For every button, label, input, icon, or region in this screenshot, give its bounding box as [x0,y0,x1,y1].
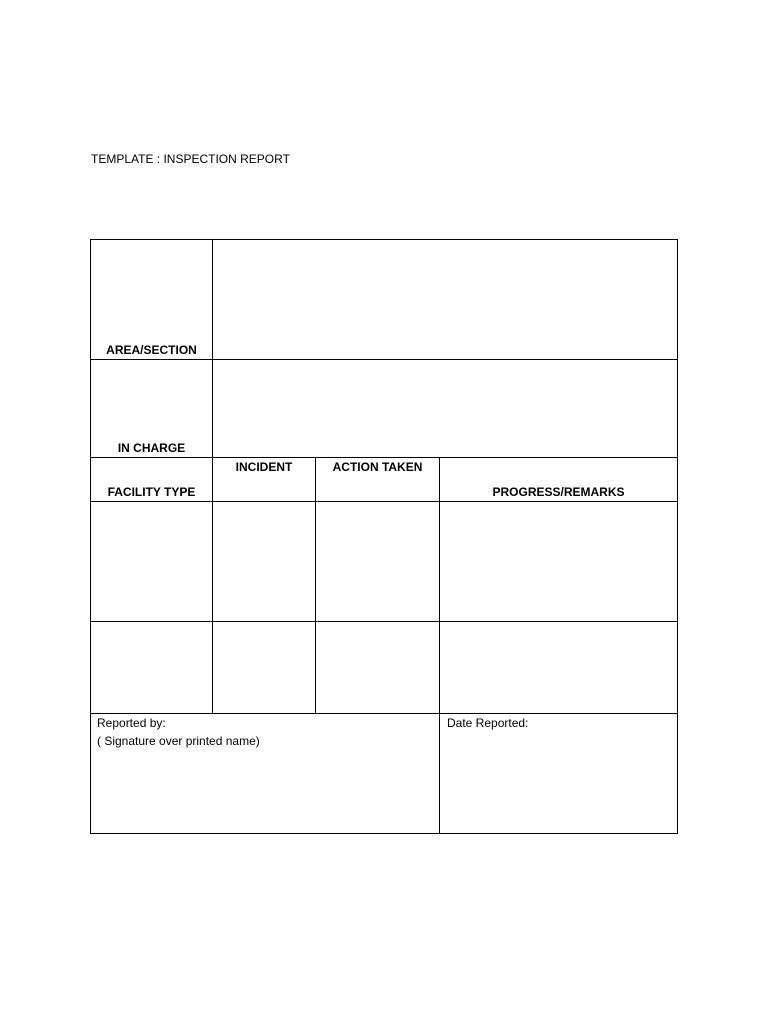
row-divider-header [90,501,678,502]
column-header-action-taken: ACTION TAKEN [332,460,423,474]
reported-by-label: Reported by: [97,716,166,730]
table-border-bottom [90,833,678,834]
column-divider-action [439,457,440,834]
document-title: TEMPLATE : INSPECTION REPORT [91,152,290,166]
row-divider-incharge [90,457,678,458]
row-divider-entry-1 [90,621,678,622]
in-charge-value-cell[interactable] [213,360,677,457]
signature-note: ( Signature over printed name) [97,734,260,748]
column-header-facility-type: FACILITY TYPE [107,485,196,499]
column-header-progress-remarks: PROGRESS/REMARKS [492,485,625,499]
table-border-left [90,239,91,834]
row-divider-entry-2 [90,713,678,714]
table-border-right [677,239,678,834]
area-section-value-cell[interactable] [213,240,677,359]
date-reported-label: Date Reported: [447,716,529,730]
column-header-incident: INCIDENT [235,460,293,474]
in-charge-label: IN CHARGE [117,441,186,455]
column-divider-incident [315,457,316,713]
area-section-label: AREA/SECTION [106,343,197,357]
